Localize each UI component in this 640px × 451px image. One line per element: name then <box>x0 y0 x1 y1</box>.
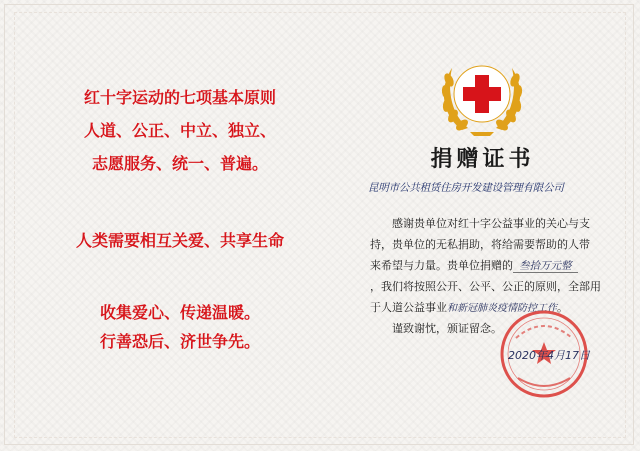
donation-amount: 叁拾万元整 <box>513 260 578 273</box>
body-line-5-prefix: 于人道公益事业 <box>370 301 447 314</box>
body-line-5-suffix: 。 <box>557 301 568 314</box>
principles-line-2: 志愿服务、统一、普遍。 <box>91 154 268 173</box>
slogan-line-2: 收集爱心、传递温暖。 <box>99 303 260 322</box>
slogan-line-3: 行善恐后、济世争先。 <box>99 332 260 351</box>
body-line-3-text: 来希望与力量。贵单位捐赠的 <box>370 259 513 272</box>
body-line-4: ，我们将按照公开、公平、公正的原则，全部用 <box>370 280 601 293</box>
red-cross-emblem-icon <box>432 48 532 138</box>
principles-heading: 红十字运动的七项基本原则 <box>83 88 276 107</box>
closing-line: 谨致谢忱，颁证留念。 <box>392 322 502 335</box>
donor-name: 昆明市公共租赁住房开发建设管理有限公司 <box>368 182 564 194</box>
body-line-1: 感谢贵单位对红十字公益事业的关心与支 <box>392 217 590 230</box>
slogan-line-1: 人类需要相互关爱、共享生命 <box>75 231 284 250</box>
donation-purpose: 和新冠肺炎疫情防控工作 <box>447 303 557 314</box>
body-line-2: 持，贵单位的无私捐助，将给需要帮助的人带 <box>370 238 590 251</box>
body-line-3 <box>370 255 606 276</box>
certificate-title: 捐赠证书 <box>430 146 535 172</box>
principles-line-1: 人道、公正、中立、独立、 <box>83 121 276 140</box>
issue-date: 2020年4月17日 <box>508 349 590 362</box>
